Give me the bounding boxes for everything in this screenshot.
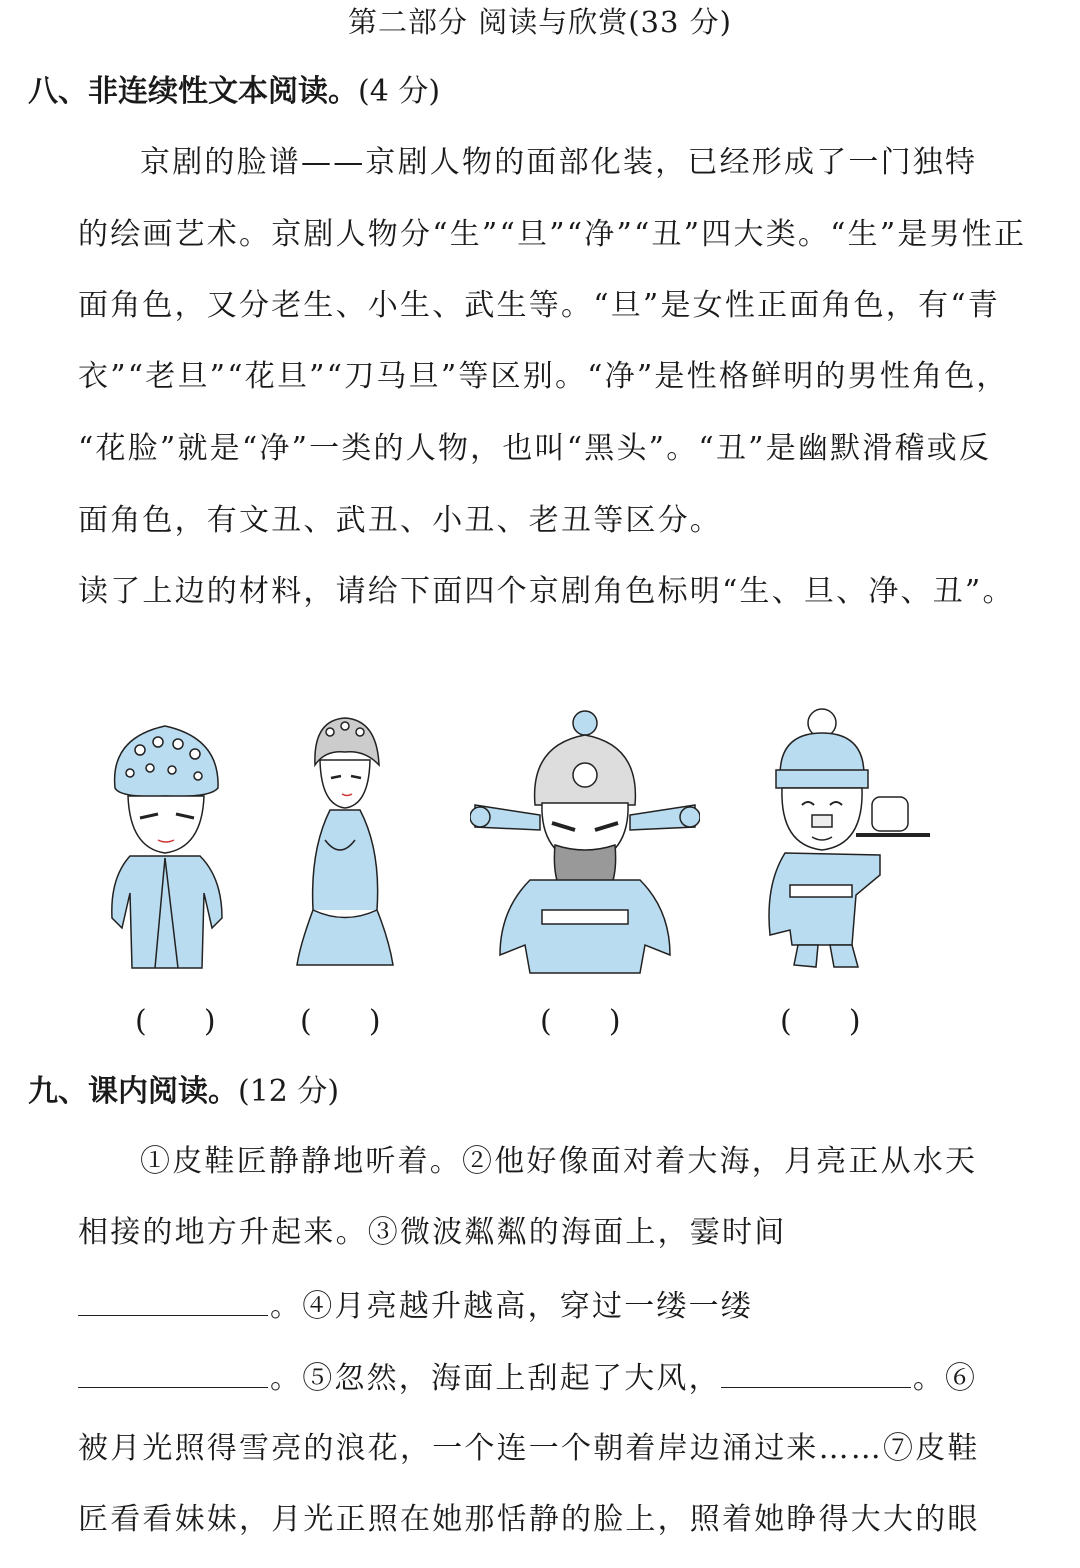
section-8-title-text: 八、非连续性文本阅读。 <box>28 74 358 109</box>
reading-line-4-end: 。⑥ <box>912 1361 978 1396</box>
passage-line-1: 京剧的脸谱——京剧人物的面部化装，已经形成了一门独特 <box>140 145 978 180</box>
passage-line-5: “花脸”就是“净”一类的人物，也叫“黑头”。“丑”是幽默滑稽或反 <box>78 431 992 466</box>
question-instruction: 读了上边的材料，请给下面四个京剧角色标明“生、旦、净、丑”。 <box>78 574 1015 609</box>
reading-line-4-text: 。⑤忽然，海面上刮起了大风， <box>270 1361 721 1396</box>
answer-blank-2[interactable]: ( ) <box>300 1004 381 1039</box>
passage-line-6: 面角色，有文丑、武丑、小丑、老丑等区分。 <box>78 503 722 538</box>
fill-blank-1[interactable] <box>78 1283 268 1316</box>
reading-line-5: 被月光照得雪亮的浪花，一个连一个朝着岸边涌过来……⑦皮鞋 <box>78 1431 980 1466</box>
passage-line-2: 的绘画艺术。京剧人物分“生”“旦”“净”“丑”四大类。“生”是男性正 <box>78 217 1027 252</box>
answer-blank-4[interactable]: ( ) <box>780 1004 861 1039</box>
reading-line-3 <box>78 1283 753 1329</box>
section-8-title <box>28 70 440 114</box>
answer-blank-1[interactable]: ( ) <box>135 1004 216 1039</box>
section-9-score: (12 分) <box>238 1074 340 1109</box>
section-8-score: (4 分) <box>358 74 441 109</box>
opera-figure-dan <box>285 710 405 975</box>
opera-figure-jing <box>470 705 700 975</box>
opera-figure-chou <box>760 705 935 975</box>
reading-line-4 <box>78 1355 977 1401</box>
reading-line-3-text: 。④月亮越升越高，穿过一缕一缕 <box>270 1289 753 1324</box>
answer-blank-3[interactable]: ( ) <box>540 1004 621 1039</box>
section-9-title <box>28 1070 339 1114</box>
reading-line-6: 匠看看妹妹，月光正照在她那恬静的脸上，照着她睁得大大的眼 <box>78 1502 980 1537</box>
fill-blank-2[interactable] <box>78 1355 268 1388</box>
passage-line-4: 衣”“老旦”“花旦”“刀马旦”等区别。“净”是性格鲜明的男性角色， <box>78 359 1009 394</box>
reading-line-1: ①皮鞋匠静静地听着。②他好像面对着大海，月亮正从水天 <box>140 1144 978 1179</box>
reading-line-2: 相接的地方升起来。③微波粼粼的海面上，霎时间 <box>78 1215 787 1250</box>
part-title: 第二部分 阅读与欣赏(33 分) <box>348 5 732 39</box>
passage-line-3: 面角色，又分老生、小生、武生等。“旦”是女性正面角色，有“青 <box>78 288 1001 323</box>
section-9-title-text: 九、课内阅读。 <box>28 1074 238 1109</box>
fill-blank-3[interactable] <box>721 1355 911 1388</box>
opera-figure-sheng <box>100 718 230 978</box>
